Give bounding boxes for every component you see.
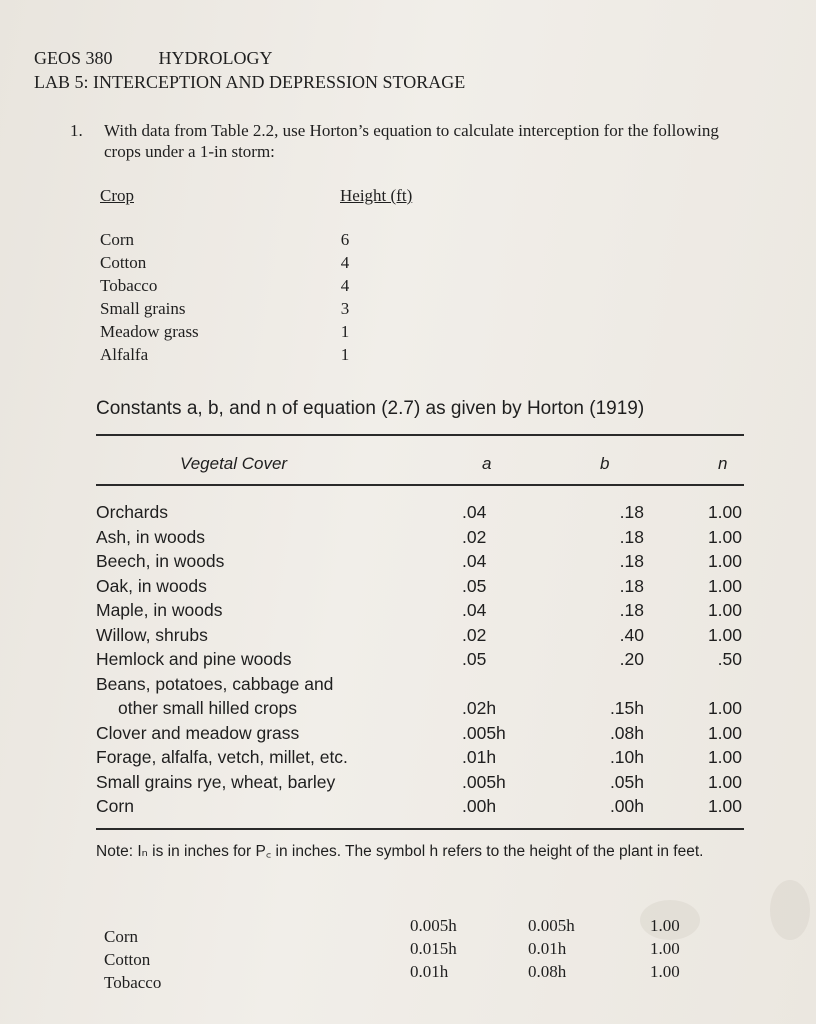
crop-row: [100, 253, 400, 276]
answer-n-column: [650, 914, 680, 983]
table-note: [96, 842, 756, 861]
b-value-cell: .15h: [609, 698, 644, 718]
n-value-cell: 1.00: [707, 747, 742, 767]
crop-height: 1: [340, 345, 350, 364]
answer-a-value: 0.015h: [410, 939, 457, 958]
vegetal-cover-cell: Beech, in woods: [96, 551, 225, 571]
vegetal-cover-cell: Small grains rye, wheat, barley: [96, 771, 336, 792]
answer-crop: Cotton: [104, 950, 151, 969]
crop-row: [100, 322, 400, 345]
crop-height: 3: [340, 299, 350, 318]
vegetal-cover-cell: Ash, in woods: [96, 526, 205, 547]
table-top-rule: [96, 434, 744, 436]
b-value-cell: .40: [619, 624, 644, 645]
table-row: [96, 698, 746, 723]
course-name: HYDROLOGY: [158, 48, 273, 68]
vegetal-cover-cell: Willow, shrubs: [96, 624, 208, 645]
n-value-cell: .50: [717, 649, 742, 669]
a-value-cell: .00h: [462, 796, 497, 816]
a-value-cell: .02: [462, 526, 487, 547]
vegetal-cover-header: Vegetal Cover: [180, 454, 288, 473]
a-header: a: [482, 454, 492, 473]
height-header: Height (ft): [340, 186, 413, 205]
table-row: [96, 625, 746, 650]
answer-b-value: 0.01h: [528, 939, 567, 958]
n-header: n: [718, 454, 728, 473]
n-value-cell: 1.00: [707, 502, 742, 522]
note-text: Note: Iₙ is in inches for P꜀ in inches. The symbol h refers to the height of the plant in feet.: [96, 843, 704, 860]
crop-name: Meadow grass: [100, 322, 199, 341]
crop-rows: [100, 230, 400, 368]
answer-b-value: 0.005h: [528, 916, 575, 935]
horton-table-title: [96, 398, 644, 420]
n-value-cell: 1.00: [707, 624, 742, 645]
lab-title: LAB 5: INTERCEPTION AND DEPRESSION STORAGE: [34, 72, 466, 92]
b-value-cell: .18: [619, 502, 644, 522]
table-row: [96, 649, 746, 674]
horton-title-text: Constants a, b, and n of equation (2.7) as given by Horton (1919): [96, 398, 645, 419]
answer-n-value: 1.00: [650, 916, 680, 935]
answer-crop: Corn: [104, 927, 138, 946]
vegetal-cover-cell: other small hilled crops: [118, 698, 297, 718]
course-line: [34, 46, 465, 70]
answer-n-value: 1.00: [650, 939, 680, 958]
n-value-cell: 1.00: [707, 698, 742, 718]
b-value-cell: .18: [619, 551, 644, 571]
vegetal-cover-cell: Corn: [96, 796, 134, 816]
header-bottom-rule: [96, 484, 744, 486]
n-value-cell: 1.00: [707, 771, 742, 792]
answer-a-column: [410, 914, 457, 983]
crop-row: [100, 230, 400, 253]
a-value-cell: .04: [462, 551, 487, 571]
crop-name: Corn: [100, 230, 134, 249]
b-value-cell: .18: [619, 600, 644, 620]
a-value-cell: .005h: [462, 722, 506, 743]
a-value-cell: .04: [462, 502, 487, 522]
crop-row: [100, 345, 400, 368]
n-value-cell: 1.00: [707, 575, 742, 596]
n-value-cell: 1.00: [707, 551, 742, 571]
horton-rows: [96, 502, 746, 821]
table-row: [96, 576, 746, 601]
crop-row: [100, 299, 400, 322]
crop-name: Cotton: [100, 253, 147, 272]
crop-name: Small grains: [100, 299, 186, 318]
n-value-cell: 1.00: [707, 722, 742, 743]
table-row: [96, 772, 746, 797]
crop-height: 1: [340, 322, 350, 341]
table-row: [96, 674, 746, 699]
answer-b-value: 0.08h: [528, 962, 567, 981]
vegetal-cover-cell: Hemlock and pine woods: [96, 649, 292, 669]
crop-header: Crop: [100, 186, 134, 205]
a-value-cell: .02h: [462, 698, 497, 718]
table-row: [96, 551, 746, 576]
b-header: b: [600, 454, 610, 473]
crop-height: 6: [340, 230, 350, 249]
a-value-cell: .005h: [462, 771, 506, 792]
b-value-cell: .10h: [609, 747, 644, 767]
vegetal-cover-cell: Orchards: [96, 502, 168, 522]
table-row: [96, 527, 746, 552]
a-value-cell: .05: [462, 575, 487, 596]
crop-height: 4: [340, 253, 350, 272]
table-row: [96, 796, 746, 821]
table-row: [96, 600, 746, 625]
answer-crop: Tobacco: [104, 973, 162, 992]
crop-row: [100, 276, 400, 299]
table-row: [96, 723, 746, 748]
course-code: GEOS 380: [34, 48, 113, 68]
a-value-cell: .05: [462, 649, 487, 669]
b-value-cell: .18: [619, 526, 644, 547]
a-value-cell: .01h: [462, 747, 497, 767]
question-text: With data from Table 2.2, use Horton’s equation to calculate interception for the following crops under a 1-in storm:: [104, 121, 719, 161]
a-value-cell: .04: [462, 600, 487, 620]
table-bottom-rule: [96, 828, 744, 830]
paper-smudge: [770, 880, 810, 940]
answer-b-column: [528, 914, 575, 983]
vegetal-cover-cell: Clover and meadow grass: [96, 722, 300, 743]
b-value-cell: .18: [619, 575, 644, 596]
vegetal-cover-cell: Oak, in woods: [96, 575, 207, 596]
b-value-cell: .20: [619, 649, 644, 669]
table-row: [96, 502, 746, 527]
answer-n-value: 1.00: [650, 962, 680, 981]
crop-height: 4: [340, 276, 350, 295]
b-value-cell: .00h: [609, 796, 644, 816]
n-value-cell: 1.00: [707, 526, 742, 547]
table-row: [96, 747, 746, 772]
document-header: [34, 46, 465, 94]
a-value-cell: .02: [462, 624, 487, 645]
answer-a-value: 0.005h: [410, 916, 457, 935]
crop-name: Tobacco: [100, 276, 158, 295]
answer-crops-column: [104, 925, 161, 994]
vegetal-cover-cell: Maple, in woods: [96, 600, 223, 620]
crop-name: Alfalfa: [100, 345, 149, 364]
vegetal-cover-cell: Forage, alfalfa, vetch, millet, etc.: [96, 747, 348, 767]
vegetal-cover-cell: Beans, potatoes, cabbage and: [96, 673, 334, 694]
question-number: 1.: [70, 121, 83, 140]
answer-a-value: 0.01h: [410, 962, 449, 981]
n-value-cell: 1.00: [707, 600, 742, 620]
b-value-cell: .05h: [609, 771, 644, 792]
n-value-cell: 1.00: [707, 796, 742, 816]
b-value-cell: .08h: [609, 722, 644, 743]
